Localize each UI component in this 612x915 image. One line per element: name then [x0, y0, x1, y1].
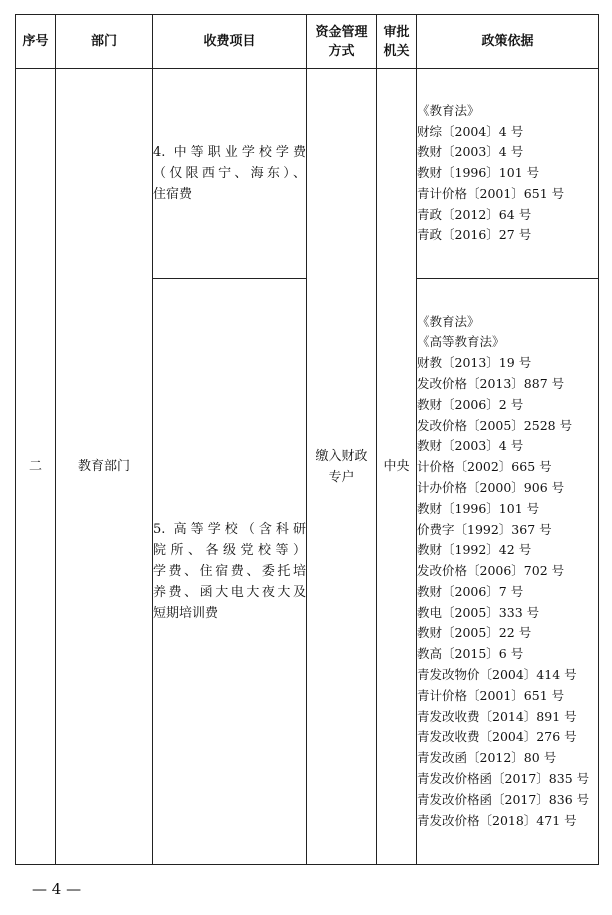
policy-basis-line: 价费字〔1992〕367 号: [417, 521, 552, 537]
policy-basis-line: 教财〔2006〕2 号: [417, 396, 524, 412]
policy-basis-line: 青政〔2016〕27 号: [417, 227, 532, 243]
policy-basis-line: 青计价格〔2001〕651 号: [417, 185, 565, 201]
policy-basis-line: 青发改收费〔2014〕891 号: [417, 708, 577, 724]
policy-basis-line: 青政〔2012〕64 号: [417, 206, 532, 222]
page-number: — 4 —: [32, 880, 82, 898]
group-department: 教育部门: [56, 69, 153, 865]
policy-basis-line: 青发改函〔2012〕80 号: [417, 750, 557, 766]
fee-item-line: 养费、函大电大夜大及: [153, 585, 306, 600]
policy-basis-line: 教高〔2015〕6 号: [417, 646, 524, 662]
policy-basis-line: 教财〔2003〕4 号: [417, 438, 524, 454]
policy-basis-line: 计价格〔2002〕665 号: [417, 459, 552, 475]
policy-basis-cell: [417, 69, 599, 279]
header-row: [16, 15, 599, 69]
policy-basis-line: 教财〔2003〕4 号: [417, 144, 524, 160]
policy-basis-line: 《教育法》: [417, 313, 480, 329]
header-fee-item: 收费项目: [153, 15, 307, 69]
policy-basis-line: 教财〔1996〕101 号: [417, 500, 540, 516]
policy-basis-line: 计办价格〔2000〕906 号: [417, 479, 565, 495]
policy-basis-line: 青发改价格函〔2017〕835 号: [417, 771, 590, 787]
policy-basis-line: 发改价格〔2005〕2528 号: [417, 417, 573, 433]
policy-basis-line: 教电〔2005〕333 号: [417, 604, 540, 620]
policy-basis-line: 财教〔2013〕19 号: [417, 355, 532, 371]
policy-basis-line: 教财〔2005〕22 号: [417, 625, 532, 641]
header-approval-line2: 机关: [383, 43, 410, 59]
fee-item-line: （仅限西宁、海东）、: [153, 166, 306, 181]
policy-basis-line: 发改价格〔2006〕702 号: [417, 563, 565, 579]
header-fund-management: [307, 15, 377, 69]
policy-basis-line: 青发改收费〔2004〕276 号: [417, 729, 577, 745]
policy-basis-line: 发改价格〔2013〕887 号: [417, 375, 565, 391]
header-department: 部门: [56, 15, 153, 69]
header-policy-basis: 政策依据: [417, 15, 599, 69]
policy-basis-line: 青发改物价〔2004〕414 号: [417, 667, 577, 683]
header-fund-management-line1: 资金管理: [315, 24, 368, 40]
header-fund-management-line2: 方式: [328, 43, 355, 59]
fee-item-cell: [153, 69, 307, 279]
fee-item-line: 5. 高等学校（含科研: [153, 522, 306, 537]
policy-basis-line: 教财〔1996〕101 号: [417, 165, 540, 181]
policy-basis-line: 青发改价格函〔2017〕836 号: [417, 791, 590, 807]
table-row: [16, 69, 599, 279]
fee-item-line: 学费、住宿费、委托培: [153, 564, 306, 579]
policy-basis-line: 财综〔2004〕4 号: [417, 123, 524, 139]
group-index: 二: [16, 69, 56, 865]
header-approval: [377, 15, 417, 69]
fee-item-line: 住宿费: [153, 187, 193, 202]
fund-management-line1: 缴入财政: [315, 448, 368, 464]
policy-basis-line: 青发改价格〔2018〕471 号: [417, 812, 577, 828]
fee-item-line: 短期培训费: [153, 606, 219, 621]
fee-table: [15, 14, 599, 865]
policy-basis-line: 教财〔2006〕7 号: [417, 583, 524, 599]
group-approval: 中央: [377, 69, 417, 865]
header-index: 序号: [16, 15, 56, 69]
policy-basis-cell: [417, 279, 599, 865]
group-fund-management: [307, 69, 377, 865]
policy-basis-line: 《教育法》: [417, 102, 480, 118]
fee-item-cell: [153, 279, 307, 865]
fee-item-line: 院所、各级党校等）: [153, 543, 306, 558]
policy-basis-line: 青计价格〔2001〕651 号: [417, 687, 565, 703]
header-approval-line1: 审批: [383, 24, 410, 40]
fund-management-line2: 专户: [328, 469, 355, 485]
policy-basis-line: 教财〔1992〕42 号: [417, 542, 532, 558]
policy-basis-line: 《高等教育法》: [417, 334, 505, 350]
fee-item-line: 4. 中等职业学校学费: [153, 145, 306, 160]
